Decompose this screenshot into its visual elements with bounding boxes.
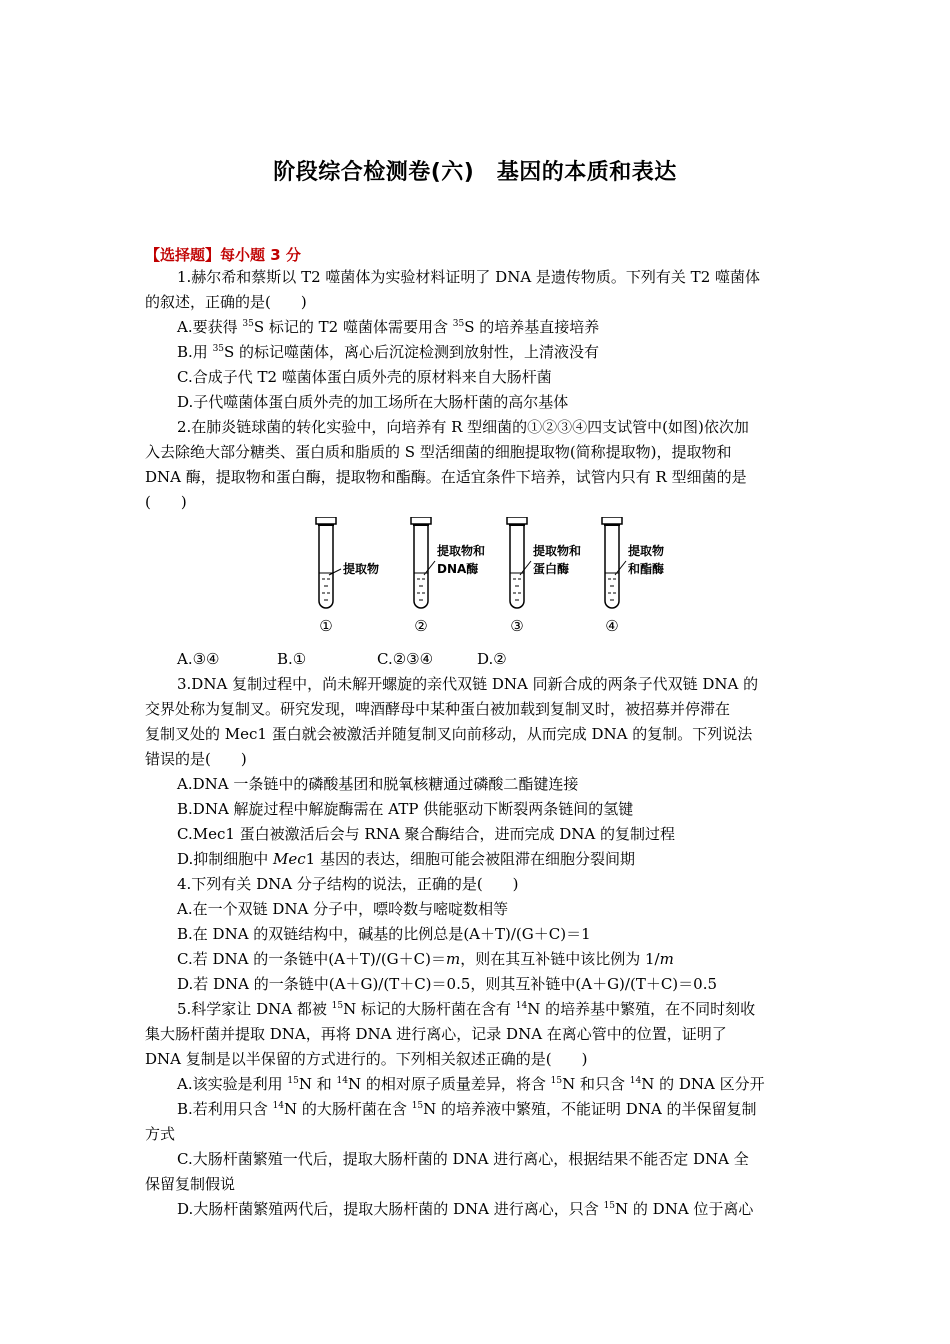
tube-3-label-line1: 提取物和	[533, 544, 582, 558]
q2-stem-line3: DNA 酶，提取物和蛋白酶，提取物和酯酶。在适宜条件下培养，试管内只有 R 型细菌的是	[145, 468, 747, 486]
q5-option-d: D.大肠杆菌繁殖两代后，提取大肠杆菌的 DNA 进行离心，只含 $^{15}$N 的 DNA 位于离心	[177, 1200, 754, 1218]
tube-4-label-line2: 和酯酶	[628, 562, 665, 576]
q2-stem-line2: 入去除绝大部分糖类、蛋白质和脂质的 S 型活细菌的细胞提取物(简称提取物)，提取物和	[145, 443, 732, 461]
q1-option-c: C.合成子代 T2 噬菌体蛋白质外壳的原材料来自大肠杆菌	[177, 368, 552, 386]
question-list	[145, 265, 807, 1222]
q5-option-b: B.若利用只含 $^{14}$N 的大肠杆菌在含 $^{15}$N 的培养液中繁殖，不能证明 DNA 的半保留复制	[177, 1100, 757, 1118]
q1-stem-line1: 1.赫尔希和蔡斯以 T2 噬菌体为实验材料证明了 DNA 是遗传物质。下列有关 T2 噬菌体	[177, 268, 761, 286]
section-heading: 【选择题】每小题 3 分	[145, 246, 301, 264]
q3-option-d: D.抑制细胞中 Mec1 基因的表达，细胞可能会被阻滞在细胞分裂间期	[177, 850, 635, 868]
q3-stem-line4: 错误的是( )	[145, 750, 247, 768]
q5-option-c: C.大肠杆菌繁殖一代后，提取大肠杆菌的 DNA 进行离心，根据结果不能否定 DNA 全	[177, 1150, 749, 1168]
test-tube-4	[602, 517, 664, 635]
q5-stem-line3: DNA 复制是以半保留的方式进行的。下列相关叙述正确的是( )	[145, 1050, 588, 1068]
tube-2-number: ②	[414, 617, 428, 635]
tube-2-label-line2: DNA酶	[437, 562, 479, 576]
q2-option-b: B.①	[277, 650, 307, 668]
q2-options	[145, 647, 807, 672]
tube-3-label-line2: 蛋白酶	[533, 562, 570, 576]
q4-option-c: C.若 DNA 的一条链中(A＋T)/(G＋C)＝m，则在其互补链中该比例为 1/m	[177, 950, 674, 968]
tube-2-label-line1: 提取物和	[437, 544, 486, 558]
q5-stem-line1: 5.科学家让 DNA 都被 $^{15}$N 标记的大肠杆菌在含有 $^{14}$N 的培养基中繁殖，在不同时刻收	[177, 1000, 756, 1018]
q4-option-b: B.在 DNA 的双链结构中，碱基的比例总是(A＋T)/(G＋C)＝1	[177, 925, 591, 943]
q3-stem-line2: 交界处称为复制叉。研究发现，啤酒酵母中某种蛋白被加载到复制叉时，被招募并停滞在	[145, 700, 731, 718]
tube-4-label-line1: 提取物	[628, 544, 665, 558]
test-tube-2	[411, 517, 485, 635]
tube-4-number: ④	[605, 617, 619, 635]
page-title: 阶段综合检测卷(六) 基因的本质和表达	[273, 160, 677, 185]
tube-3-number: ③	[510, 617, 524, 635]
q1-option-a: A.要获得 $^{35}$S 标记的 T2 噬菌体需要用含 $^{35}$S 的培养基直接培养	[177, 318, 600, 336]
test-tube-3	[507, 517, 581, 635]
q3-option-b: B.DNA 解旋过程中解旋酶需在 ATP 供能驱动下断裂两条链间的氢键	[177, 800, 634, 818]
test-tube-1	[316, 517, 379, 635]
tube-1-number: ①	[319, 617, 333, 635]
q3-option-c: C.Mec1 蛋白被激活后会与 RNA 聚合酶结合，进而完成 DNA 的复制过程	[177, 825, 675, 843]
q3-stem-line1: 3.DNA 复制过程中，尚未解开螺旋的亲代双链 DNA 同新合成的两条子代双链 DNA 的	[177, 675, 759, 693]
q5-option-b-line2: 方式	[145, 1125, 176, 1143]
q1-option-b: B.用 $^{35}$S 的标记噬菌体，离心后沉淀检测到放射性，上清液没有	[177, 343, 600, 361]
q5-option-a: A.该实验是利用 $^{15}$N 和 $^{14}$N 的相对原子质量差异，将含 $^{15}$N 和只含 $^{14}$N 的 DNA 区分开	[177, 1075, 765, 1093]
q1-stem-line2: 的叙述，正确的是( )	[145, 293, 307, 311]
q2-option-a: A.③④	[177, 650, 220, 668]
q5-stem-line2: 集大肠杆菌并提取 DNA，再将 DNA 进行离心，记录 DNA 在离心管中的位置，证明了	[145, 1025, 727, 1043]
test-tube-figure	[145, 517, 807, 647]
q3-stem-line3: 复制叉处的 Mec1 蛋白就会被激活并随复制叉向前移动，从而完成 DNA 的复制。下列说法	[145, 725, 753, 743]
q4-stem: 4.下列有关 DNA 分子结构的说法，正确的是( )	[177, 875, 519, 893]
q2-option-d: D.②	[477, 650, 507, 668]
q3-option-a: A.DNA 一条链中的磷酸基团和脱氧核糖通过磷酸二酯键连接	[177, 775, 579, 793]
tube-1-label: 提取物	[343, 562, 380, 576]
q4-option-d: D.若 DNA 的一条链中(A＋G)/(T＋C)＝0.5，则其互补链中(A＋G)/(T＋C)＝0.5	[177, 975, 718, 993]
q4-option-a: A.在一个双链 DNA 分子中，嘌呤数与嘧啶数相等	[177, 900, 509, 918]
q1-option-d: D.子代噬菌体蛋白质外壳的加工场所在大肠杆菌的高尔基体	[177, 393, 569, 411]
q2-stem-line1: 2.在肺炎链球菌的转化实验中，向培养有 R 型细菌的①②③④四支试管中(如图)依次加	[177, 418, 749, 436]
q2-option-c: C.②③④	[377, 650, 434, 668]
q5-option-c-line2: 保留复制假说	[145, 1175, 236, 1193]
q2-stem-line4: ( )	[145, 493, 187, 511]
